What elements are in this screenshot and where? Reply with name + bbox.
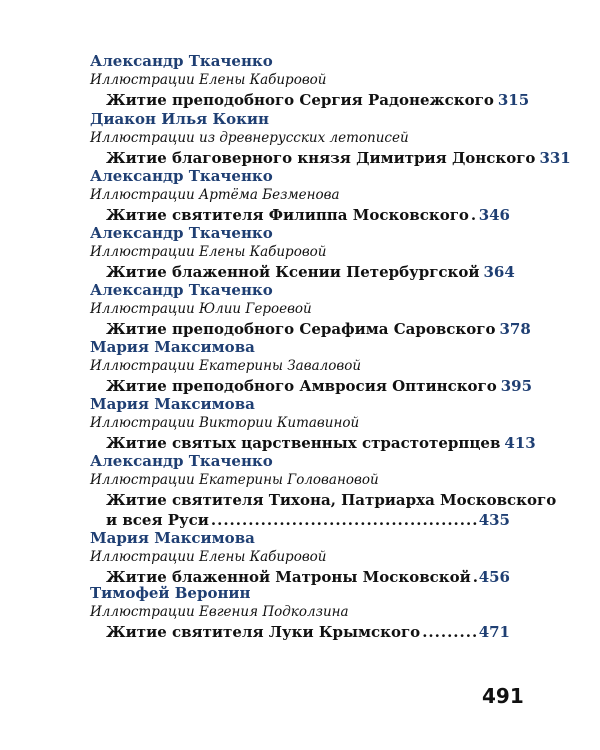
entry-title-row[interactable]: [106, 622, 510, 642]
entry-title-row[interactable]: [106, 90, 530, 110]
entry-title: Житие блаженной Матроны Московской: [106, 568, 471, 586]
entry-author: Мария Максимова: [90, 395, 255, 413]
entry-illustrator: Иллюстрации Екатерины Головановой: [90, 472, 379, 488]
entry-author: Александр Ткаченко: [90, 224, 273, 242]
entry-title: Житие святителя Луки Крымского: [106, 623, 421, 641]
leader-dots: [211, 510, 477, 530]
entry-title: Житие преподобного Серафима Саровского: [106, 320, 496, 338]
entry-author: Мария Максимова: [90, 338, 255, 356]
entry-title[interactable]: Житие святителя Тихона, Патриарха Московского: [106, 491, 557, 509]
leader-dots: [471, 205, 477, 225]
entry-author: Александр Ткаченко: [90, 52, 273, 70]
entry-title-continuation: и всея Руси: [106, 511, 209, 529]
entry-page: 378: [499, 320, 531, 338]
entry-illustrator: Иллюстрации Екатерины Завaловой: [90, 358, 362, 374]
entry-page: 435: [478, 511, 510, 529]
entry-title: Житие преподобного Сергия Радонежского: [106, 91, 494, 109]
entry-page: 413: [504, 434, 536, 452]
entry-author: Диакон Илья Кокин: [90, 110, 270, 128]
toc-entry: [90, 110, 571, 170]
entry-title-row[interactable]: [106, 205, 510, 225]
entry-title: Житие святых царственных страстотерпцев: [106, 434, 501, 452]
entry-title: Житие благоверного князя Димитрия Донского: [106, 149, 536, 167]
entry-illustrator: Иллюстрации из древнерусских летописей: [90, 130, 409, 146]
leader-dots: [422, 622, 477, 642]
entry-page: 471: [478, 623, 510, 641]
toc-entry: [90, 52, 530, 112]
entry-author: Тимофей Веронин: [90, 584, 251, 602]
entry-illustrator: Иллюстрации Елены Кабировой: [90, 72, 327, 88]
entry-illustrator: Иллюстрации Елены Кабировой: [90, 244, 327, 260]
toc-entry: [90, 167, 510, 227]
toc-entry: [90, 452, 557, 532]
entry-illustrator: Иллюстрации Виктории Китавиной: [90, 415, 360, 431]
entry-title: Житие преподобного Амвросия Оптинского: [106, 377, 497, 395]
entry-author: Александр Ткаченко: [90, 167, 273, 185]
entry-title-row[interactable]: [106, 148, 571, 168]
entry-title-row[interactable]: [106, 433, 536, 453]
toc-entry: [90, 529, 510, 589]
entry-illustrator: Иллюстрации Артёма Безменова: [90, 187, 340, 203]
entry-title-row[interactable]: [106, 262, 515, 282]
entry-page: 331: [539, 149, 571, 167]
toc-entry: [90, 584, 510, 644]
entry-title-row[interactable]: [106, 319, 531, 339]
toc-entry: [90, 338, 533, 398]
entry-title: Житие святителя Филиппа Московского: [106, 206, 469, 224]
entry-author: Александр Ткаченко: [90, 452, 273, 470]
entry-illustrator: Иллюстрации Елены Кабировой: [90, 549, 327, 565]
entry-page: 395: [500, 377, 533, 395]
entry-page: 315: [497, 91, 530, 109]
toc-entry: [90, 395, 536, 455]
entry-illustrator: Иллюстрации Евгения Подколзина: [90, 604, 349, 620]
entry-title-row[interactable]: [106, 510, 510, 530]
entry-title-row[interactable]: [106, 376, 533, 396]
entry-page: 364: [483, 263, 515, 281]
entry-author: Александр Ткаченко: [90, 281, 273, 299]
entry-page: 456: [478, 568, 510, 586]
entry-title: Житие блаженной Ксении Петербургской: [106, 263, 480, 281]
entry-illustrator: Иллюстрации Юлии Героевой: [90, 301, 312, 317]
toc-entry: [90, 224, 515, 284]
entry-author: Мария Максимова: [90, 529, 255, 547]
entry-page: 346: [478, 206, 510, 224]
toc-entry: [90, 281, 531, 341]
page-number: 491: [482, 684, 524, 708]
